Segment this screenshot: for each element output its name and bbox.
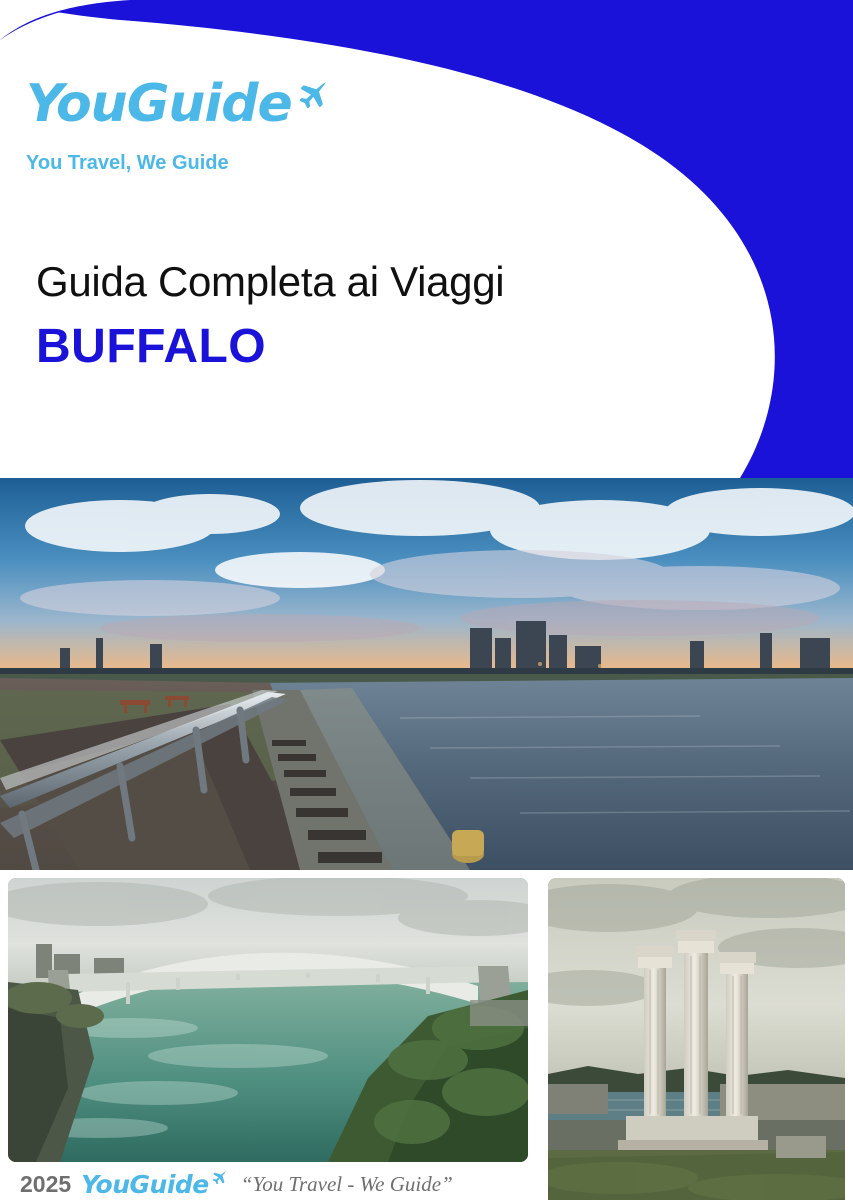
rainbow-bridge-illustration <box>8 878 528 1162</box>
city-name: BUFFALO <box>36 320 267 374</box>
footer-logo-text: YouGuide <box>81 1169 209 1199</box>
airplane-icon <box>296 80 330 114</box>
title-block <box>36 258 736 374</box>
rainbow-bridge-photo <box>8 878 528 1162</box>
footer-slogan: “You Travel - We Guide” <box>240 1171 453 1196</box>
footer-year: 2025 <box>20 1170 72 1197</box>
airplane-icon <box>211 1170 228 1187</box>
cover-header <box>0 0 853 478</box>
footer-bar <box>8 1168 528 1200</box>
youguide-logo <box>26 74 292 134</box>
waterfront-promenade-illustration <box>0 478 853 870</box>
hero-image <box>0 478 853 870</box>
header-swoosh-shape <box>0 0 853 478</box>
stone-columns-illustration <box>548 878 845 1200</box>
bottom-image-row <box>0 878 853 1200</box>
brand-block <box>26 74 446 175</box>
brand-tagline: You Travel, We Guide <box>26 152 229 174</box>
youguide-logo-text: YouGuide <box>26 74 292 134</box>
footer-youguide-logo <box>81 1170 209 1199</box>
stone-columns-monument-photo <box>548 878 845 1200</box>
page-title: Guida Completa ai Viaggi <box>36 258 505 305</box>
